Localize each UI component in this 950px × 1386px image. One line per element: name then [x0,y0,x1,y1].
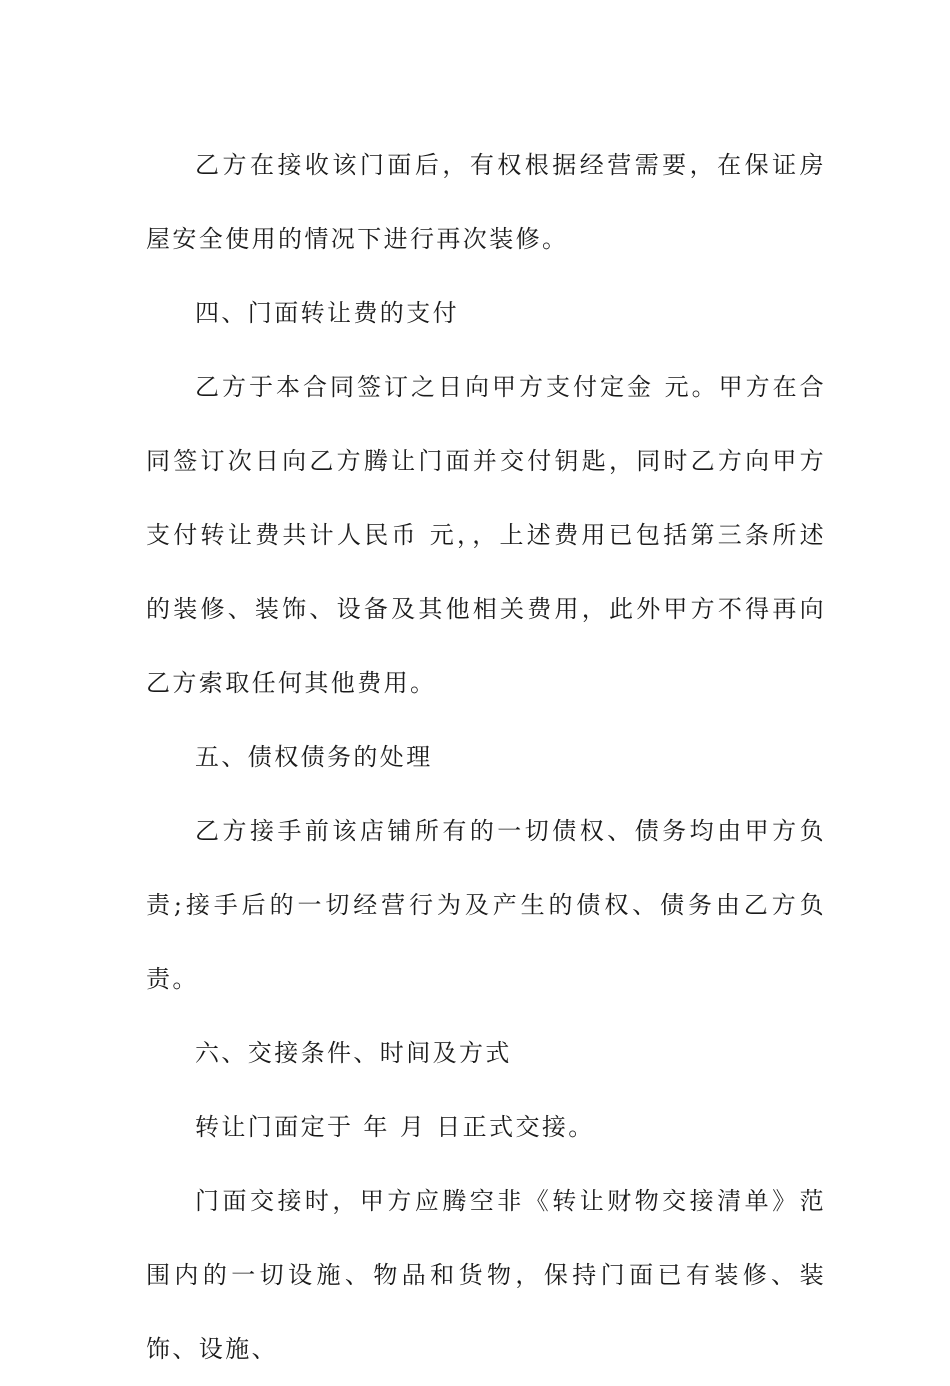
paragraph-debt-handling: 乙方接手前该店铺所有的一切债权、债务均由甲方负责;接手后的一切经营行为及产生的债权、债务由乙方负责。 [146,817,826,993]
document-body [146,128,826,1386]
section-heading-handover: 六、交接条件、时间及方式 [195,1039,512,1067]
paragraph-renovation-right: 乙方在接收该门面后，有权根据经营需要，在保证房屋安全使用的情况下进行再次装修。 [146,151,826,253]
paragraph-handover-date: 转让门面定于 年 月 日正式交接。 [195,1113,595,1141]
paragraph-payment-terms: 乙方于本合同签订之日向甲方支付定金 元。甲方在合同签订次日向乙方腾让门面并交付钥匙，同时乙方向甲方支付转让费共计人民币 元，，上述费用已包括第三条所述的装修、装饰、设备及其他相关费用，此外甲方不得再向乙方索取任何其他费用。 [146,373,826,697]
section-heading-payment: 四、门面转让费的支付 [195,299,459,327]
paragraph-handover-conditions: 门面交接时，甲方应腾空非《转让财物交接清单》范围内的一切设施、物品和货物，保持门面已有装修、装饰、设施、 [146,1187,826,1363]
section-heading-debts: 五、债权债务的处理 [195,743,433,771]
